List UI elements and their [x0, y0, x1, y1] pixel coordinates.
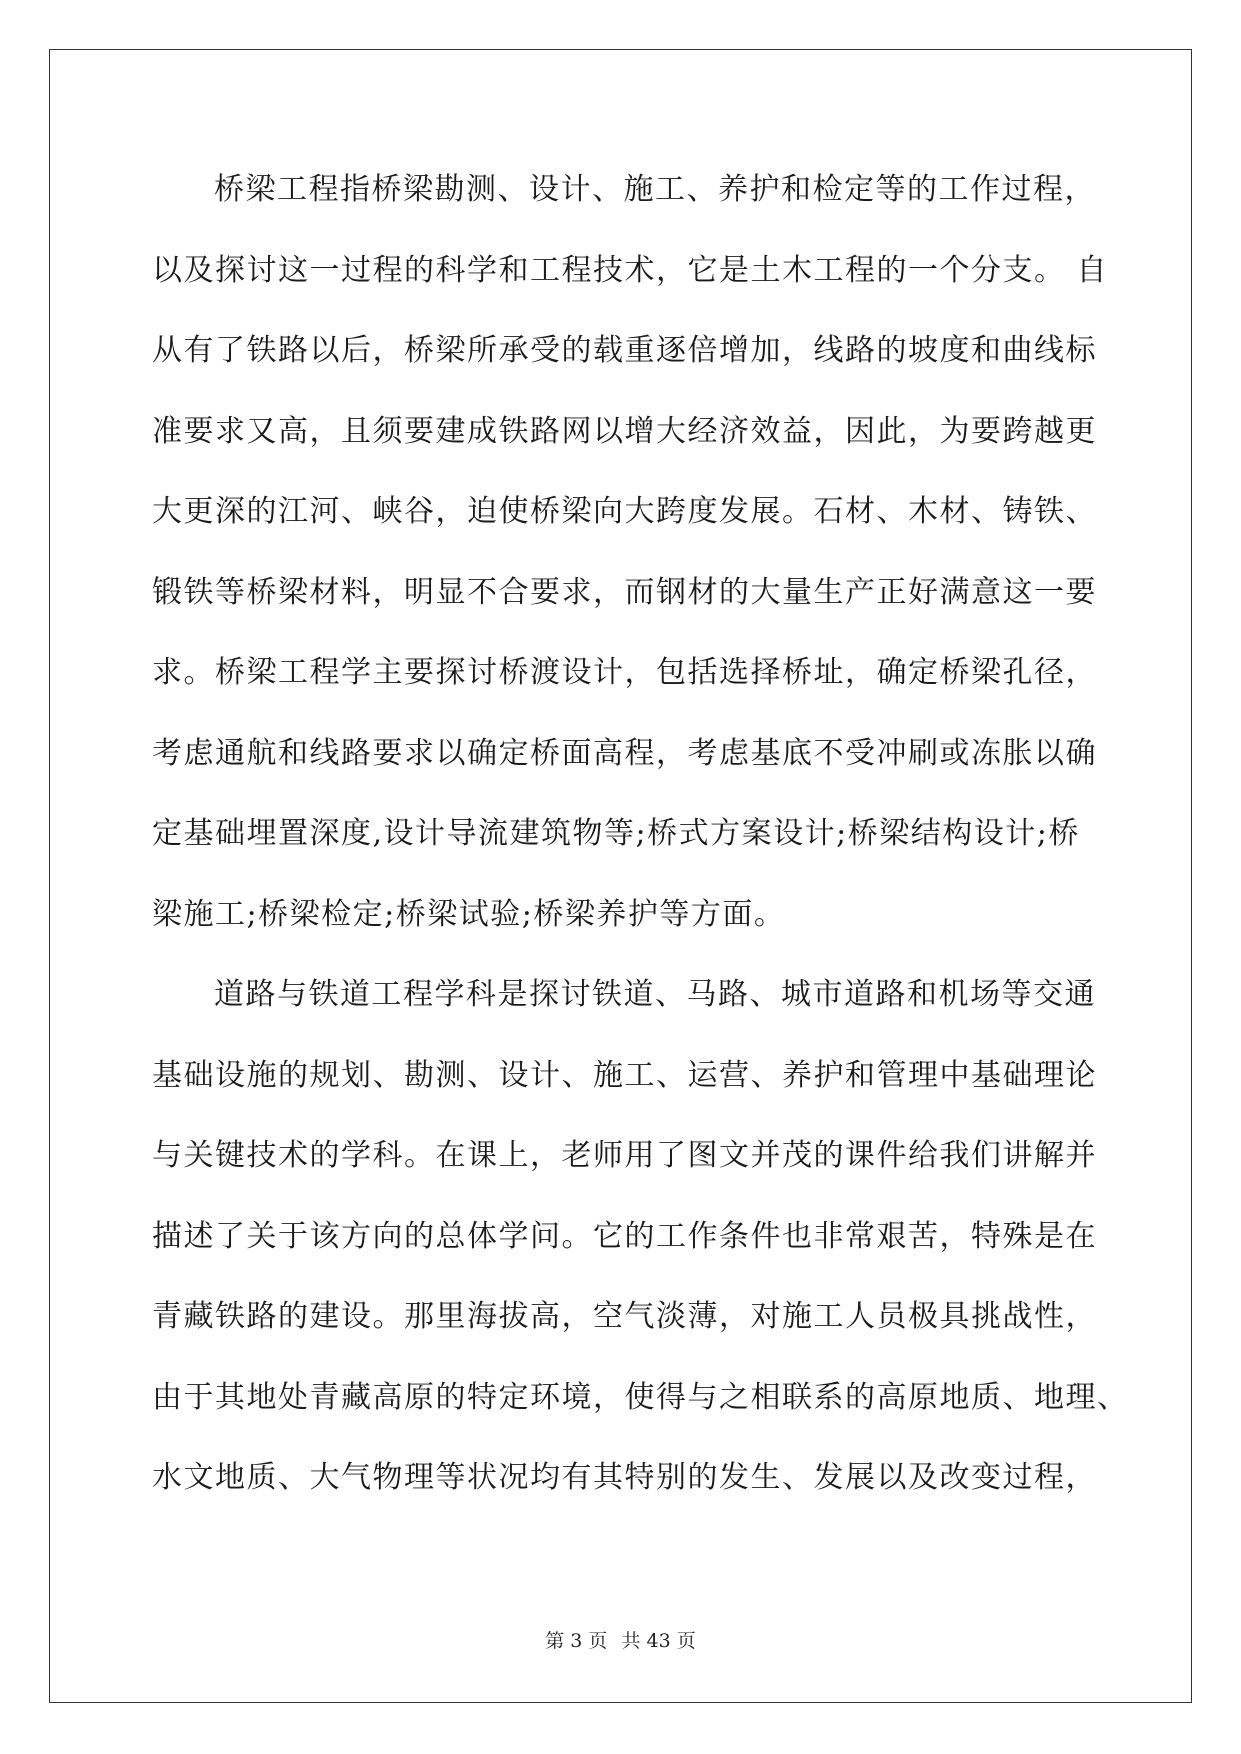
text-line: 从有了铁路以后，桥梁所承受的载重逐倍增加，线路的坡度和曲线标 [152, 333, 1097, 368]
text-line: 桥梁工程指桥梁勘测、设计、施工、养护和检定等的工作过程， [214, 172, 1096, 207]
text-line: 由于其地处青藏高原的特定环境，使得与之相联系的高原地质、地理、 [152, 1379, 1129, 1415]
text-line: 水文地质、大气物理等状况均有其特别的发生、发展以及改变过程， [152, 1460, 1097, 1495]
text-line: 准要求又高，且须要建成铁路网以增大经济效益，因此，为要跨越更 [152, 413, 1097, 449]
document-body [152, 161, 1129, 1530]
text-line: 梁施工;桥梁检定;桥梁试验;桥梁养护等方面。 [152, 896, 786, 932]
paragraph-1 [152, 161, 1109, 966]
page-footer [0, 1626, 1241, 1653]
text-line: 青藏铁路的建设。那里海拔高，空气淡薄，对施工人员极具挑战性， [152, 1299, 1097, 1334]
text-line: 锻铁等桥梁材料，明显不合要求，而钢材的大量生产正好满意这一要 [152, 574, 1097, 610]
text-line: 与关键技术的学科。在课上，老师用了图文并茂的课件给我们讲解并 [152, 1138, 1097, 1173]
text-line: 以及探讨这一过程的科学和工程技术，它是土木工程的一个分支。 自 [152, 252, 1109, 288]
page-number: 第 3 页 [545, 1630, 608, 1652]
total-pages: 共 43 页 [621, 1630, 696, 1652]
text-line: 考虑通航和线路要求以确定桥面高程，考虑基底不受冲刷或冻胀以确 [152, 735, 1097, 771]
text-line: 定基础埋置深度,设计导流建筑物等;桥式方案设计;桥梁结构设计;桥 [152, 816, 1080, 851]
paragraph-2 [152, 966, 1129, 1530]
text-line: 基础设施的规划、勘测、设计、施工、运营、养护和管理中基础理论 [152, 1057, 1097, 1093]
text-line: 求。桥梁工程学主要探讨桥渡设计，包括选择桥址，确定桥梁孔径， [152, 655, 1097, 690]
text-line: 道路与铁道工程学科是探讨铁道、马路、城市道路和机场等交通 [214, 977, 1096, 1012]
text-line: 描述了关于该方向的总体学问。它的工作条件也非常艰苦，特殊是在 [152, 1218, 1097, 1254]
text-line: 大更深的江河、峡谷，迫使桥梁向大跨度发展。石材、木材、铸铁、 [152, 494, 1097, 529]
